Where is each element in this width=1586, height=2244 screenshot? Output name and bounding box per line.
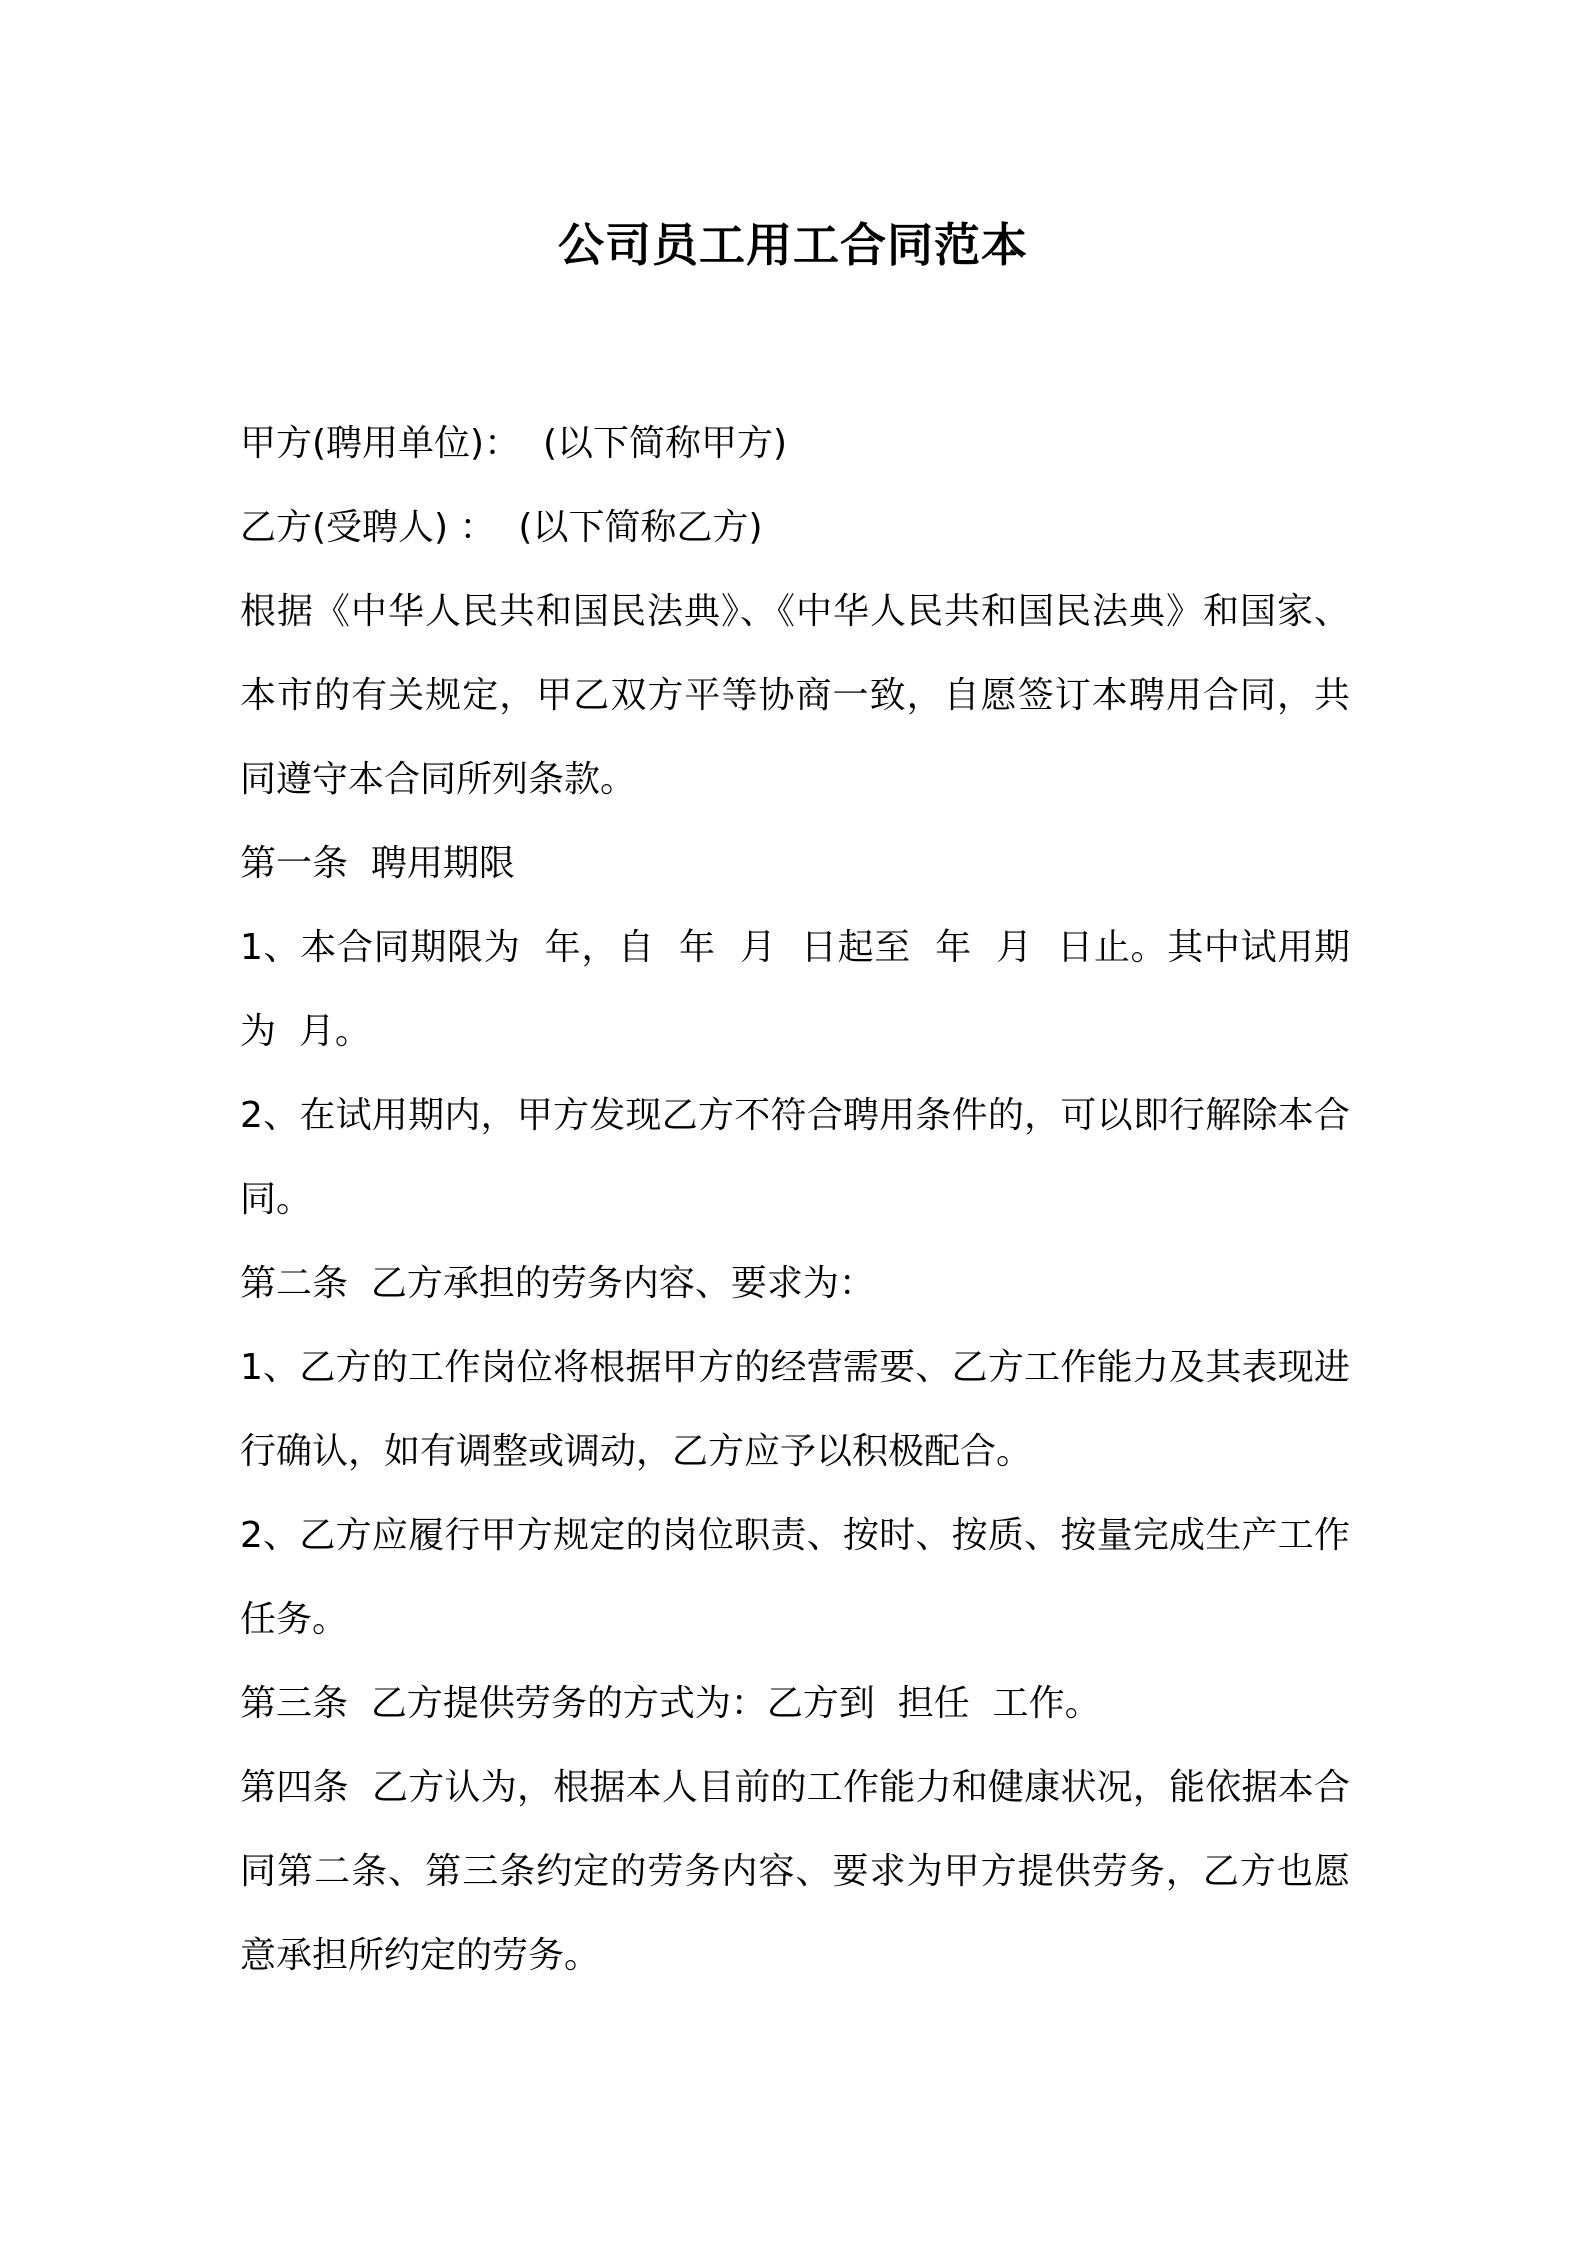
document-body: [240, 402, 1350, 1998]
article-2-heading: 第二条 乙方承担的劳务内容、要求为：: [240, 1263, 875, 1304]
party-b-line: 乙方(受聘人) ： (以下简称乙方): [240, 507, 763, 548]
preamble-paragraph: 根据《中华人民共和国民法典》、《中华人民共和国民法典》和国家、本市的有关规定，甲乙双方平等协商一致，自愿签订本聘用合同，共同遵守本合同所列条款。: [240, 591, 1350, 800]
article-2-clause-2: 2、乙方应履行甲方规定的岗位职责、按时、按质、按量完成生产工作任务。: [240, 1515, 1350, 1640]
article-2-clause-1: 1、乙方的工作岗位将根据甲方的经营需要、乙方工作能力及其表现进行确认，如有调整或调动，乙方应予以积极配合。: [240, 1347, 1350, 1472]
article-1-clause-2: 2、在试用期内，甲方发现乙方不符合聘用条件的，可以即行解除本合同。: [240, 1095, 1350, 1220]
article-4-paragraph: 第四条 乙方认为，根据本人目前的工作能力和健康状况，能依据本合同第二条、第三条约定的劳务内容、要求为甲方提供劳务，乙方也愿意承担所约定的劳务。: [240, 1767, 1350, 1976]
party-a-line: 甲方(聘用单位)： (以下简称甲方): [240, 423, 788, 464]
article-1-clause-1: 1、本合同期限为 年，自 年 月 日起至 年 月 日止。其中试用期为 月。: [240, 927, 1350, 1052]
article-3-paragraph: 第三条 乙方提供劳务的方式为：乙方到 担任 工作。: [240, 1683, 1101, 1724]
document-title: 公司员工用工合同范本: [558, 218, 1028, 272]
article-1-heading: 第一条 聘用期限: [240, 843, 515, 884]
